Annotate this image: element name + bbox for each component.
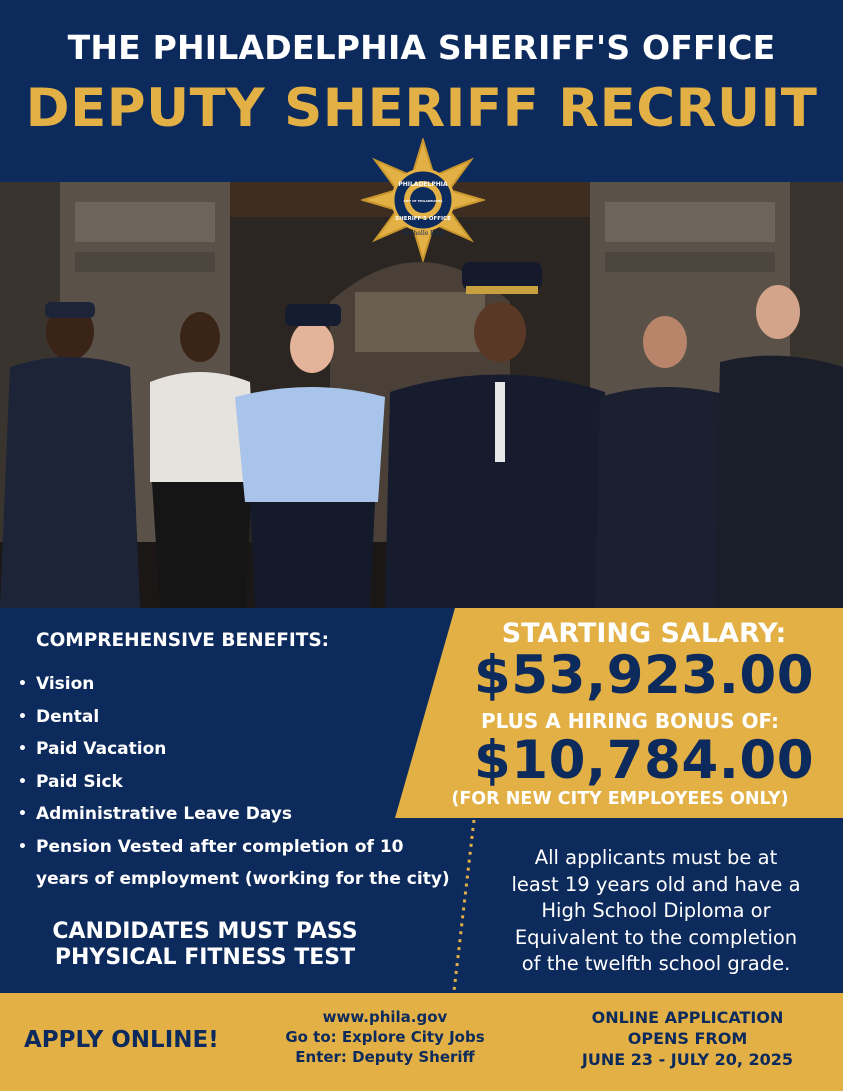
bonus-note: (FOR NEW CITY EMPLOYEES ONLY) [451, 789, 789, 809]
list-item: • Administrative Leave Days [18, 798, 468, 831]
fitness-line-1: CANDIDATES MUST PASS [52, 919, 358, 944]
application-dates [545, 1007, 830, 1070]
benefits-heading: COMPREHENSIVE BENEFITS: [36, 630, 330, 651]
list-item: • Pension Vested after completion of 10 [18, 831, 468, 864]
bullet-icon: • [18, 741, 27, 757]
sheriff-badge-icon [361, 138, 485, 262]
requirement-line: of the twelfth school grade. [521, 952, 791, 975]
bullet-icon: • [18, 773, 27, 790]
office-title: THE PHILADELPHIA SHERIFF'S OFFICE [67, 28, 776, 67]
badge-top-text: PHILADELPHIA [398, 181, 448, 188]
fitness-requirement [0, 919, 410, 971]
bullet-icon: • [18, 838, 27, 855]
goto-instruction: Go to: Explore City Jobs [285, 1028, 485, 1046]
list-item: • Dental [18, 701, 468, 734]
eligibility-requirements [478, 845, 834, 978]
bullet-icon: • [18, 708, 27, 725]
badge-center-text: CITY OF PHILADELPHIA [403, 199, 443, 203]
list-item: • Vision [18, 668, 468, 701]
bullet-icon: • [18, 806, 27, 822]
requirement-line: All applicants must be at [534, 846, 778, 869]
website-link[interactable]: www.phila.gov [322, 1008, 448, 1026]
badge-name: Rochelle Bilal [402, 230, 444, 237]
requirement-line: Equivalent to the completion [514, 925, 798, 949]
application-instructions [255, 1007, 515, 1067]
recruit-title: DEPUTY SHERIFF RECRUIT [25, 78, 818, 139]
footer-bar [0, 993, 843, 1091]
requirement-line: High School Diploma or [541, 899, 771, 922]
starting-salary-label: STARTING SALARY: [501, 618, 787, 649]
application-dates-line-1: ONLINE APPLICATION [591, 1008, 784, 1027]
requirement-line: least 19 years old and have a [511, 872, 801, 896]
fitness-line-2: PHYSICAL FITNESS TEST [54, 945, 356, 970]
bullet-icon: • [18, 676, 27, 692]
list-item: • Paid Vacation [18, 733, 468, 766]
list-item-continued: years of employment (working for the city) [36, 869, 450, 889]
apply-online-callout: APPLY ONLINE! [24, 1027, 219, 1053]
dotted-divider [450, 818, 480, 993]
application-dates-line-2: OPENS FROM [627, 1029, 748, 1048]
list-item: • Paid Sick [18, 766, 468, 799]
application-dates-line-3: JUNE 23 - JULY 20, 2025 [581, 1050, 794, 1069]
starting-salary-amount: $53,923.00 [473, 645, 815, 706]
badge-bottom-text: SHERIFF'S OFFICE [395, 216, 451, 222]
hiring-bonus-amount: $10,784.00 [473, 730, 815, 791]
enter-instruction: Enter: Deputy Sheriff [295, 1048, 475, 1066]
hiring-bonus-label: PLUS A HIRING BONUS OF: [480, 709, 780, 733]
